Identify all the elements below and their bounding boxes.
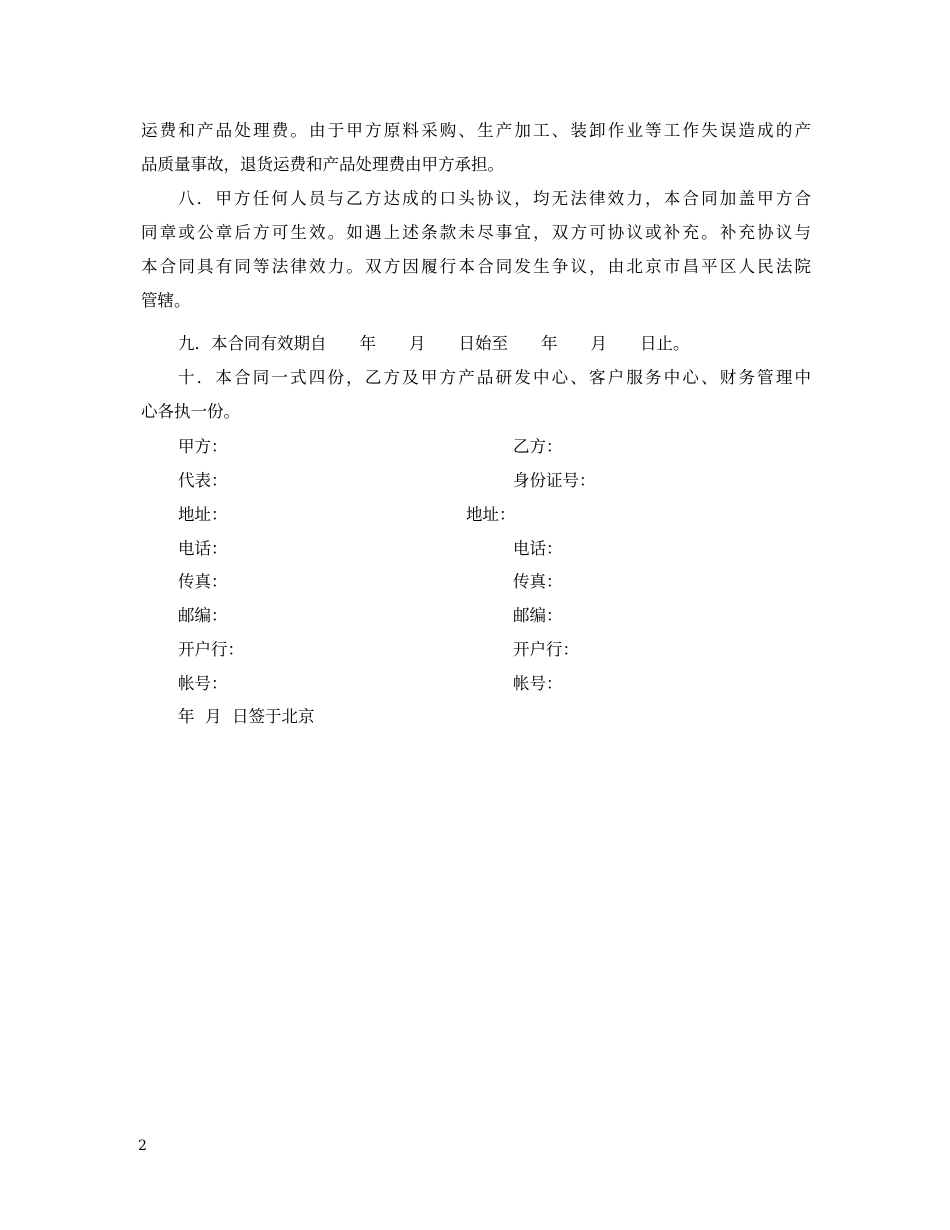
phone-a-label: 电话： [178,539,228,558]
address-a-label: 地址： [178,505,228,524]
representative-label: 代表： [178,471,228,490]
clause-eight-line: 本合同具有同等法律效力。双方因履行本合同发生争议，由北京市昌平区人民法院 [141,257,811,276]
id-number-label: 身份证号： [513,471,596,490]
clause-eight-line: 八．甲方任何人员与乙方达成的口头协议，均无法律效力，本合同加盖甲方合 [178,189,811,208]
account-b-label: 帐号： [513,674,563,693]
phone-b-label: 电话： [513,539,563,558]
page-number: 2 [138,1138,147,1154]
signing-date-place: 年 月 日签于北京 [178,707,315,726]
clause-ten-line: 心各执一份。 [141,402,240,421]
address-b-label: 地址： [466,505,516,524]
paragraph-line: 运费和产品处理费。由于甲方原料采购、生产加工、装卸作业等工作失误造成的产 [141,121,811,140]
fax-a-label: 传真： [178,572,228,591]
paragraph-line: 品质量事故，退货运费和产品处理费由甲方承担。 [141,155,504,174]
clause-eight-line: 同章或公章后方可生效。如遇上述条款未尽事宜，双方可协议或补充。补充协议与 [141,223,811,242]
party-b-label: 乙方： [513,437,563,456]
postcode-a-label: 邮编： [178,606,228,625]
postcode-b-label: 邮编： [513,606,563,625]
clause-nine: 九．本合同有效期自 年 月 日始至 年 月 日止。 [178,334,690,353]
party-a-label: 甲方： [178,437,228,456]
bank-b-label: 开户行： [513,640,579,659]
bank-a-label: 开户行： [178,640,244,659]
account-a-label: 帐号： [178,674,228,693]
clause-eight-line: 管辖。 [141,291,191,310]
fax-b-label: 传真： [513,572,563,591]
clause-ten-line: 十．本合同一式四份，乙方及甲方产品研发中心、客户服务中心、财务管理中 [178,368,811,387]
